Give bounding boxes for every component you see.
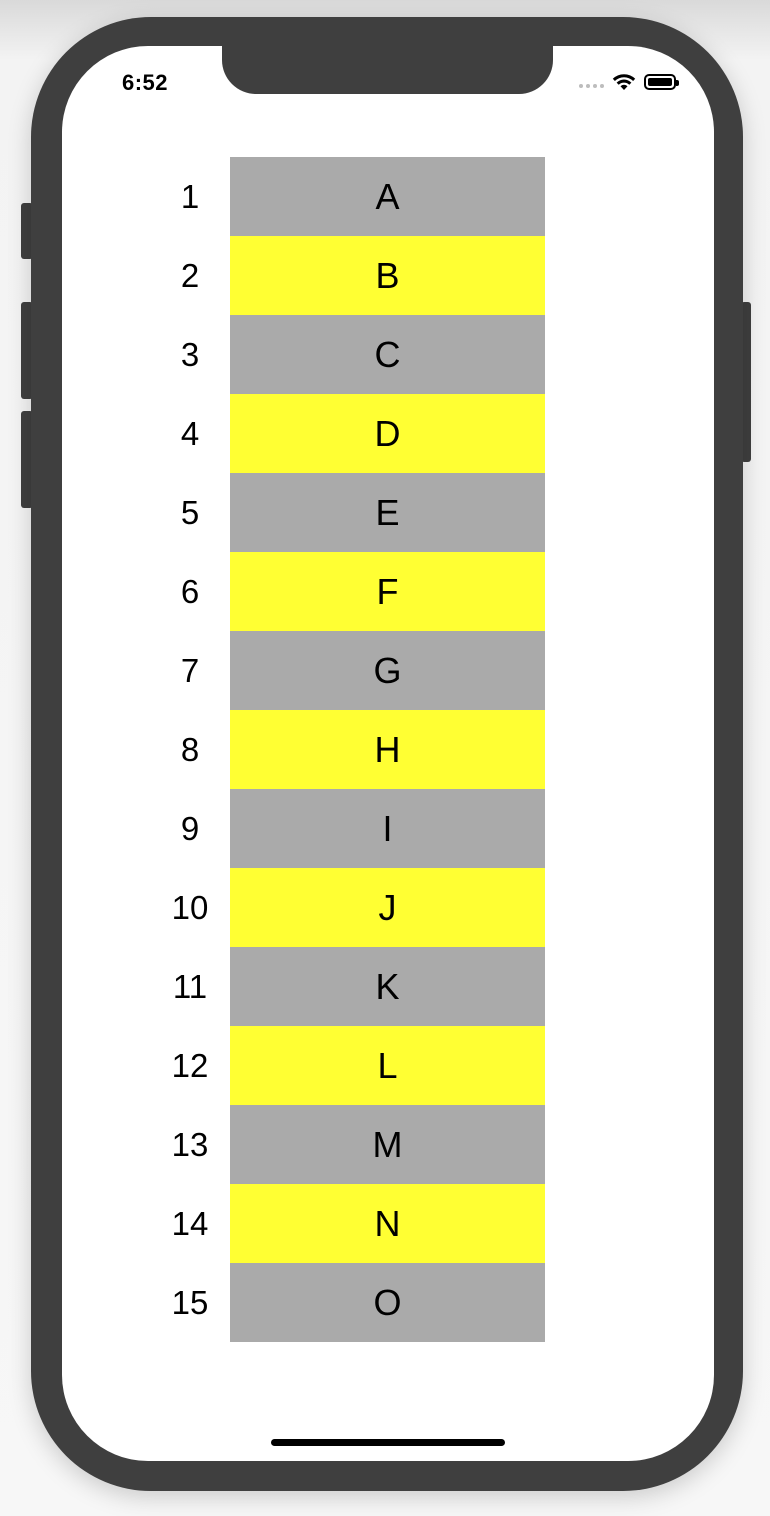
- row-number: 8: [180, 730, 200, 768]
- table-row[interactable]: [62, 868, 714, 947]
- table-row[interactable]: [62, 631, 714, 710]
- row-letter-cell[interactable]: A: [230, 157, 545, 236]
- row-number: 2: [180, 256, 200, 294]
- table-row[interactable]: [62, 473, 714, 552]
- row-letter-cell[interactable]: K: [230, 947, 545, 1026]
- status-time: 6:52: [122, 70, 169, 95]
- table-row[interactable]: [62, 1105, 714, 1184]
- status-icons: [579, 70, 676, 94]
- row-letter-cell[interactable]: M: [230, 1105, 545, 1184]
- table-row[interactable]: [62, 236, 714, 315]
- row-number: 3: [180, 335, 200, 373]
- table-row[interactable]: [62, 789, 714, 868]
- wifi-icon: [612, 73, 636, 91]
- row-number: 12: [171, 1046, 209, 1084]
- row-letter-cell[interactable]: F: [230, 552, 545, 631]
- row-number: 15: [171, 1283, 209, 1321]
- row-number: 11: [172, 967, 208, 1005]
- row-number: 14: [171, 1204, 209, 1242]
- row-letter-cell[interactable]: E: [230, 473, 545, 552]
- row-letter-cell[interactable]: B: [230, 236, 545, 315]
- phone-screen: [62, 46, 714, 1461]
- signal-dots-icon: [579, 84, 604, 88]
- row-number: 7: [180, 651, 200, 689]
- table-row[interactable]: [62, 157, 714, 236]
- row-letter-cell[interactable]: N: [230, 1184, 545, 1263]
- table-list[interactable]: [62, 157, 714, 1342]
- row-number: 1: [180, 177, 200, 215]
- row-letter-cell[interactable]: D: [230, 394, 545, 473]
- table-row[interactable]: [62, 315, 714, 394]
- row-letter-cell[interactable]: C: [230, 315, 545, 394]
- row-letter-cell[interactable]: J: [230, 868, 545, 947]
- table-row[interactable]: [62, 1263, 714, 1342]
- row-number: 5: [180, 493, 200, 531]
- row-letter-cell[interactable]: I: [230, 789, 545, 868]
- home-indicator[interactable]: [271, 1439, 505, 1446]
- table-row[interactable]: [62, 1026, 714, 1105]
- table-row[interactable]: [62, 552, 714, 631]
- row-number: 9: [180, 809, 200, 847]
- table-row[interactable]: [62, 1184, 714, 1263]
- row-letter-cell[interactable]: G: [230, 631, 545, 710]
- row-number: 6: [180, 572, 200, 610]
- row-letter-cell[interactable]: H: [230, 710, 545, 789]
- notch: [222, 46, 553, 94]
- row-number: 10: [171, 888, 209, 926]
- table-row[interactable]: [62, 947, 714, 1026]
- row-letter-cell[interactable]: L: [230, 1026, 545, 1105]
- row-number: 13: [171, 1125, 209, 1163]
- row-number: 4: [180, 414, 200, 452]
- row-letter-cell[interactable]: O: [230, 1263, 545, 1342]
- table-row[interactable]: [62, 394, 714, 473]
- battery-icon: [644, 74, 676, 90]
- table-row[interactable]: [62, 710, 714, 789]
